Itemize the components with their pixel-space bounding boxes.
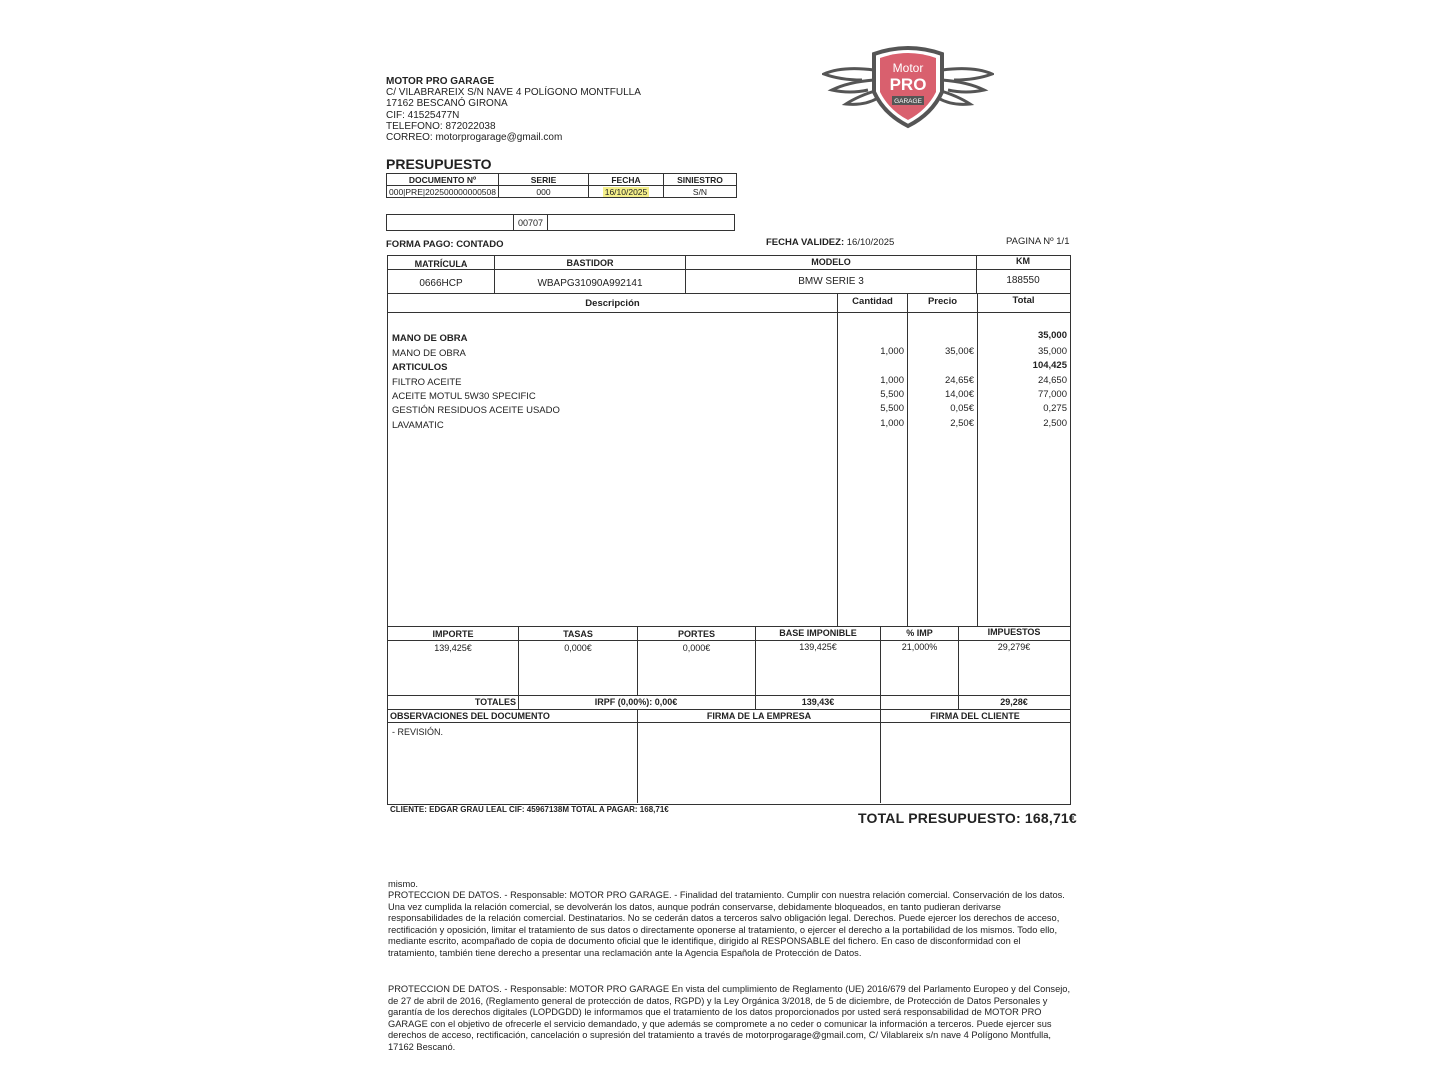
item-desc: MANO DE OBRA [392,348,466,359]
item-desc: LAVAMATIC [392,420,444,431]
company-info [386,76,641,143]
observaciones-label: OBSERVACIONES DEL DOCUMENTO [390,711,550,721]
firma-cliente-label: FIRMA DEL CLIENTE [930,711,1020,721]
item-total: 2,500 [1043,418,1067,429]
section-total-articulos: 104,425 [1032,360,1067,371]
reference-table [386,214,735,231]
documento-value: 000|PRE|202500000000508 [387,186,499,198]
items-header-total: Total [1012,295,1035,306]
item-price: 14,00€ [944,389,974,400]
totals-header-base-imponible: BASE IMPONIBLE [779,628,857,638]
item-price: 0,05€ [950,403,974,414]
observacion-text: - REVISIÓN. [392,727,444,737]
items-header-descripcion: Descripción [585,298,640,309]
page-number: PAGINA Nº 1/1 [1006,236,1070,247]
vehicle-bastidor: WBAPG31090A992141 [537,278,643,289]
totals-importe: 139,425€ [434,643,472,653]
header-fecha: FECHA [589,174,664,186]
header-documento: DOCUMENTO Nº [387,174,499,186]
item-qty: 1,000 [880,375,904,386]
header-serie: SERIE [499,174,589,186]
vehicle-header-km: KM [1016,256,1030,266]
logo-text-motor: Motor [892,61,924,75]
irpf-total: IRPF (0,00%): 0,00€ [594,697,678,707]
logo-text-garage: GARAGE [894,98,922,105]
vehicle-header-matricula: MATRÍCULA [414,259,468,269]
totals-header-portes: PORTES [677,629,715,639]
item-desc: FILTRO ACEITE [392,377,462,388]
impuestos-total: 29,28€ [1000,697,1028,707]
item-qty: 1,000 [880,418,904,429]
total-presupuesto: TOTAL PRESUPUESTO: 168,71€ [858,810,1077,826]
logo-text-pro: PRO [889,75,927,94]
totals-imp-percent: 21,000% [901,642,938,652]
document-title: PRESUPUESTO [386,156,492,172]
fecha-value: 16/10/2025 [604,186,648,197]
items-header-precio: Precio [927,296,958,307]
item-price: 35,00€ [944,346,974,357]
legal-paragraph-1: PROTECCION DE DATOS. - Responsable: MOTOR PRO GARAGE. - Finalidad del tratamiento. Cumplir con nuestra relación comercial. Conservación de los datos. Una vez cumplida la relación comercial, se devolverán los datos, aunque podrán conservarse, debidamente bloqueados, en tanto pudieran derivarse responsabilidades de la relación comercial. Destinatarios. No se cederán datos a terceros salvo obligación legal. Derechos. Puede ejercer los derechos de acceso, rectificación y oposición, limitar el tratamiento de sus datos o directamente oponerse al tratamiento, o ejercer el derecho a la portabilidad de los mismos. Todo ello, mediante escrito, acompañado de copia de documento oficial que le identifique, dirigido al RESPONSABLE del fichero. En caso de disconformidad con el tratamiento, también tiene derecho a presentar una reclamación ante la Agencia Española de Protección de Datos. [388,890,1065,958]
forma-pago: FORMA PAGO: CONTADO [386,239,504,250]
fecha-validez [766,237,894,248]
item-desc: GESTIÓN RESIDUOS ACEITE USADO [392,405,560,416]
vehicle-matricula: 0666HCP [419,278,463,289]
item-total: 24,650 [1037,375,1067,386]
item-total: 0,275 [1043,403,1067,414]
totals-header-tasas: TASAS [563,629,593,639]
reference-empty-right [548,215,735,231]
section-title-mano-de-obra: MANO DE OBRA [392,333,468,344]
item-desc: ACEITE MOTUL 5W30 SPECIFIC [392,391,536,402]
item-qty: 5,500 [880,389,904,400]
legal-mismo: mismo. [388,879,418,889]
totals-base-imponible: 139,425€ [799,642,837,652]
reference-code: 00707 [514,215,548,231]
fecha-validez-label: FECHA VALIDEZ: [766,237,845,248]
header-siniestro: SINIESTRO [664,174,737,186]
totals-header-importe: IMPORTE [432,629,474,639]
totals-header-imp-percent: % IMP [906,628,933,638]
company-cif: CIF: 41525477N [386,109,460,121]
item-price: 24,65€ [944,375,974,386]
legal-paragraph-2: PROTECCION DE DATOS. - Responsable: MOTOR PRO GARAGE En vista del cumplimiento de Reglamento (UE) 2016/679 del Parlamento Europeo y del Consejo, de 27 de abril de 2016, (Reglamento general de protección de datos, RGPD) y la Ley Orgánica 3/2018, de 5 de diciembre, de Protección de Datos Personales y garantía de los derechos digitales (LOPDGDD) le informamos que el tratamiento de los datos proporcionados por usted será responsabilidad de MOTOR PRO GARAGE con el objetivo de ofrecerle el servicio demandado, y que además se compromete a no ceder o comunicar la información a terceros. Puede ejercer sus derechos de acceso, rectificación, cancelación o supresión del tratamiento a través de motorprogarage@gmail.com, C/ Vilablareix s/n nave 4 Polígono Montfulla, 17162 Bescanó. [388,984,1071,1052]
vehicle-header-modelo: MODELO [811,257,851,267]
item-qty: 5,500 [880,403,904,414]
company-email: CORREO: motorprogarage@gmail.com [386,132,563,144]
totals-header-impuestos: IMPUESTOS [987,627,1041,637]
cliente-line: CLIENTE: EDGAR GRAU LEAL CIF: 45967138M TOTAL A PAGAR: 168,71€ [390,805,669,814]
section-title-articulos: ARTICULOS [392,362,448,373]
fecha-validez-value: 16/10/2025 [846,237,895,248]
totals-portes: 0,000€ [682,643,711,653]
item-qty: 1,000 [880,346,904,357]
siniestro-value: S/N [664,186,737,198]
document-header-table [386,173,737,198]
serie-value: 000 [499,186,589,198]
totals-impuestos: 29,279€ [997,642,1031,652]
items-header-cantidad: Cantidad [852,296,893,307]
firma-empresa-label: FIRMA DE LA EMPRESA [706,711,812,721]
company-address-line2: 17162 BESCANÓ GIRONA [386,98,508,110]
item-price: 2,50€ [950,418,974,429]
section-total-mano-de-obra: 35,000 [1037,330,1067,341]
item-total: 35,000 [1037,346,1067,357]
item-total: 77,000 [1037,389,1067,400]
company-phone: TELEFONO: 872022038 [386,120,496,132]
motor-pro-garage-logo [822,40,994,130]
vehicle-header-bastidor: BASTIDOR [566,258,614,268]
company-name: MOTOR PRO GARAGE [386,76,495,87]
vehicle-km: 188550 [1006,275,1040,286]
totales-label: TOTALES [474,697,516,707]
vehicle-modelo: BMW SERIE 3 [798,276,864,287]
company-address-line1: C/ VILABRAREIX S/N NAVE 4 POLÍGONO MONTFULLA [386,87,641,99]
base-imponible-total: 139,43€ [801,697,835,707]
reference-empty-left [387,215,514,231]
totals-tasas: 0,000€ [564,643,592,653]
